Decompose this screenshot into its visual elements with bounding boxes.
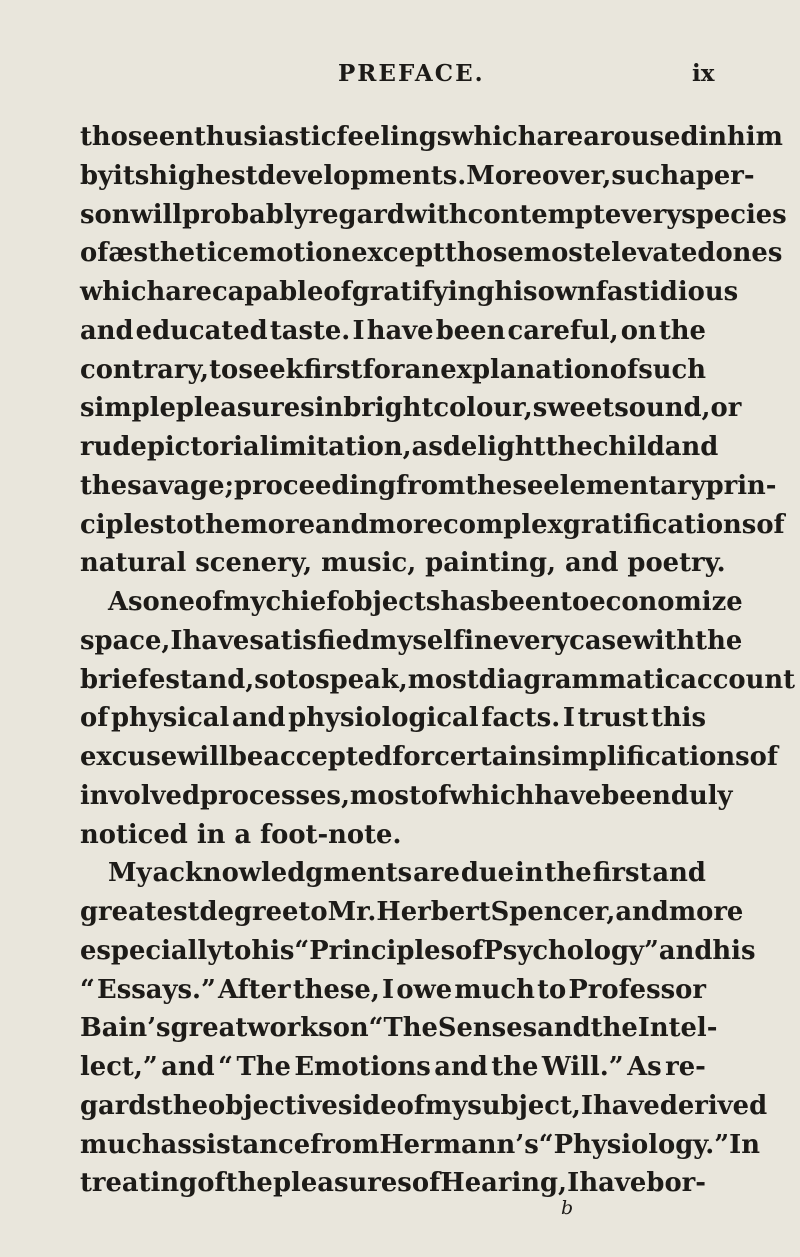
text-word: account (680, 664, 796, 695)
text-word: subject, (467, 1090, 581, 1121)
text-word: My (108, 858, 152, 889)
text-word: are (413, 858, 460, 889)
text-word: with (632, 625, 696, 656)
text-line (80, 118, 783, 157)
text-word: in (515, 858, 544, 889)
text-word: certain (434, 742, 538, 772)
text-word: the (160, 1090, 208, 1121)
text-word: Bain’s (80, 1013, 171, 1044)
text-word: physiological (288, 703, 479, 734)
text-line (80, 428, 719, 467)
text-word: of (749, 742, 778, 772)
text-line (80, 583, 743, 622)
text-line (80, 699, 706, 738)
text-word: for (392, 742, 435, 772)
text-word: much (80, 1129, 161, 1160)
text-word: due (460, 858, 515, 889)
text-word: most (349, 780, 421, 811)
text-word: of (420, 780, 450, 811)
text-word: son (80, 199, 131, 230)
text-word: “ (538, 1129, 554, 1160)
text-line (80, 157, 755, 196)
text-word: has (440, 587, 491, 617)
text-word: my (424, 1090, 468, 1121)
text-word: first (592, 858, 652, 889)
text-word: space, (80, 625, 171, 656)
text-word: have (182, 625, 250, 656)
text-word: delight (442, 432, 546, 462)
text-word: Will.” (541, 1052, 624, 1082)
text-word: from (396, 470, 466, 501)
text-word: the (80, 470, 128, 501)
text-word: As (627, 1052, 662, 1082)
text-word: in (314, 393, 344, 424)
text-word: Moreover, (466, 160, 612, 191)
text-line (80, 234, 783, 273)
text-word: of (756, 509, 785, 540)
text-word: so (254, 664, 287, 695)
text-word: those (80, 122, 159, 152)
text-word: briefest (80, 664, 192, 695)
text-word: which (449, 780, 535, 811)
text-word: his (251, 935, 295, 966)
text-word: have (534, 780, 602, 811)
text-word: such (638, 354, 706, 385)
text-word: ” (644, 935, 659, 966)
text-line (80, 467, 777, 506)
text-word: on (332, 1013, 369, 1044)
text-word: Essays.” (97, 974, 216, 1005)
text-line (80, 273, 739, 312)
text-word: in (464, 625, 493, 656)
text-word: per- (695, 160, 755, 191)
text-line (80, 544, 726, 583)
text-word: of (194, 587, 224, 617)
text-line (80, 1087, 768, 1126)
text-word: enthusiastic (158, 122, 337, 152)
text-word: Physiology.” (553, 1129, 730, 1160)
text-word: gratifying (351, 277, 495, 307)
text-word: of (411, 1168, 441, 1199)
text-word: involved (80, 780, 200, 811)
text-word: my (223, 587, 266, 617)
text-line (80, 893, 744, 932)
text-word: every (492, 625, 570, 656)
text-word: side (337, 1090, 397, 1121)
text-word: I (352, 315, 365, 346)
text-word: of (197, 1168, 226, 1199)
text-word: processes, (200, 780, 350, 811)
text-word: and (658, 935, 713, 966)
text-word: imitation, (269, 432, 412, 462)
text-word: savage (127, 470, 225, 501)
text-word: I (580, 1090, 593, 1121)
text-word: assistance (160, 1129, 311, 1160)
text-word: owe (396, 974, 453, 1005)
text-word: prin- (705, 470, 777, 501)
text-line (80, 738, 778, 777)
text-word: to (537, 974, 567, 1005)
running-head: PREFACE. (338, 60, 485, 87)
body-text (80, 118, 796, 1203)
text-word: him (727, 122, 783, 152)
text-line (80, 932, 756, 971)
text-line (80, 351, 706, 390)
text-word: colour, (433, 393, 533, 424)
text-word: contrary, (80, 354, 209, 385)
text-word: Psychology (483, 935, 645, 966)
text-word: most (407, 664, 479, 695)
text-word: have (592, 1090, 660, 1121)
text-word: Principles (309, 935, 456, 966)
text-word: have (579, 1168, 647, 1199)
text-word: In (729, 1129, 760, 1160)
text-word: excuse (80, 742, 178, 772)
text-word: “ (368, 1013, 384, 1044)
text-word: degree (199, 897, 299, 927)
text-word: and (231, 703, 286, 734)
text-word: ; (224, 470, 235, 501)
text-word: Mr. (327, 897, 377, 927)
text-line (80, 777, 733, 816)
text-word: the (193, 509, 241, 540)
text-word: Emotions (294, 1052, 431, 1082)
text-word: fastidious (595, 277, 739, 307)
text-word: Senses (437, 1013, 538, 1044)
text-word: gards (80, 1090, 161, 1121)
text-word: will (177, 742, 229, 772)
text-word: its (113, 160, 150, 191)
text-word: bright (343, 393, 434, 424)
text-word: contempt (467, 199, 605, 230)
text-word: lect,” (80, 1052, 158, 1082)
text-word: on (620, 315, 657, 346)
text-word: of (80, 703, 109, 734)
text-word: pleasures (272, 1168, 412, 1199)
text-word: from (310, 1129, 380, 1160)
text-word: ciples (80, 509, 165, 540)
text-word: proceeding (234, 470, 397, 501)
text-word: simple (80, 393, 176, 424)
text-word: Spencer, (490, 897, 616, 927)
text-word: accepted (263, 742, 393, 772)
text-word: with (404, 199, 468, 230)
text-word: I (562, 703, 575, 734)
text-word: works (247, 1013, 333, 1044)
text-word: highest (149, 160, 258, 191)
text-line (80, 312, 706, 351)
text-word: Intel- (637, 1013, 718, 1044)
text-line (80, 1126, 760, 1165)
text-word: have (366, 315, 434, 346)
text-word: trust (577, 703, 649, 734)
text-word: seek (238, 354, 304, 385)
text-word: of (455, 935, 484, 966)
text-word: satisfied (249, 625, 371, 656)
text-word: As (108, 587, 143, 617)
text-line (80, 622, 743, 661)
text-word: rude (80, 432, 147, 462)
text-word: own (537, 277, 596, 307)
text-word: facts. (481, 703, 561, 734)
text-word: his (712, 935, 756, 966)
text-word: Hearing, (440, 1168, 568, 1199)
text-word: gratifications (562, 509, 757, 540)
text-line (80, 1164, 706, 1203)
text-word: a (679, 160, 696, 191)
text-word: to (222, 935, 252, 966)
text-word: to (209, 354, 239, 385)
text-word: myself (370, 625, 465, 656)
text-word: emotion (232, 238, 352, 269)
text-word: aroused (583, 122, 699, 152)
text-word: simplifications (537, 742, 750, 772)
text-word: his (494, 277, 538, 307)
text-word: pleasures (175, 393, 315, 424)
text-word: objects (337, 587, 441, 617)
text-word: which (451, 122, 537, 152)
text-word: and (615, 897, 669, 927)
text-word: which (80, 277, 166, 307)
text-word: derived (659, 1090, 768, 1121)
text-word: in (698, 122, 728, 152)
text-line (80, 1048, 706, 1087)
text-word: and (664, 432, 719, 462)
text-word: diagrammatic (478, 664, 681, 695)
text-word: will (130, 199, 183, 230)
text-word: and (537, 1013, 591, 1044)
text-word: Herbert (376, 897, 491, 927)
text-word: the (658, 315, 706, 346)
text-word: objective (208, 1090, 338, 1121)
text-word: economize (589, 587, 743, 617)
text-word: speak, (315, 664, 408, 695)
text-word: child (592, 432, 665, 462)
text-line (80, 196, 787, 235)
text-word: “ (294, 935, 310, 966)
text-word: to (164, 509, 194, 540)
text-word: sweet (532, 393, 615, 424)
text-word: taste. (269, 315, 351, 346)
text-word: elevated (594, 238, 716, 269)
text-word: elementary (543, 470, 706, 501)
text-word: the (225, 1168, 273, 1199)
text-word: the (695, 625, 743, 656)
text-word: acknowledgments (152, 858, 413, 889)
text-word: re- (665, 1052, 706, 1082)
text-word: developments. (257, 160, 467, 191)
text-word: ones (715, 238, 783, 269)
text-word: one (142, 587, 195, 617)
text-word: the (544, 858, 592, 889)
text-word: Professor (568, 974, 706, 1005)
text-word: The (236, 1052, 291, 1082)
text-word: these, (292, 974, 380, 1005)
text-word: I (567, 1168, 580, 1199)
page-header (0, 60, 800, 100)
text-word: duly (670, 780, 733, 811)
text-word: first (303, 354, 363, 385)
text-word: and, (191, 664, 255, 695)
text-word: greatest (80, 897, 200, 927)
text-word: much (454, 974, 535, 1005)
text-word: The (383, 1013, 438, 1044)
text-word: to (286, 664, 316, 695)
text-word: “ (80, 974, 95, 1005)
text-word: by (80, 160, 114, 191)
text-word: great (170, 1013, 248, 1044)
text-word: or (710, 393, 742, 424)
text-word: sound, (614, 393, 711, 424)
text-word: the (491, 1052, 539, 1082)
text-word: been (601, 780, 671, 811)
text-word: feelings (336, 122, 452, 152)
text-word: and (80, 315, 134, 346)
text-word: I (382, 974, 395, 1005)
signature-mark: b (561, 1197, 574, 1219)
text-word: regard (308, 199, 405, 230)
text-word: treating (80, 1168, 198, 1199)
text-line (80, 661, 796, 700)
text-word: case (569, 625, 633, 656)
text-word: I (170, 625, 183, 656)
text-word: careful, (507, 315, 619, 346)
text-word: bor- (646, 1168, 706, 1199)
text-word: educated (135, 315, 268, 346)
text-word: physical (110, 703, 230, 734)
text-word: capable (211, 277, 324, 307)
text-word: such (611, 160, 680, 191)
text-word: pictorial (146, 432, 270, 462)
text-word: more (368, 509, 444, 540)
text-word: are (165, 277, 212, 307)
text-word: “ (218, 1052, 234, 1082)
text-word: æsthetic (108, 238, 233, 269)
text-word: of (396, 1090, 425, 1121)
text-word: for (362, 354, 405, 385)
text-word: been (435, 315, 506, 346)
text-word: be (228, 742, 264, 772)
text-word: to (560, 587, 590, 617)
text-line-content: natural scenery, music, painting, and poetry. (80, 548, 726, 579)
text-word: and (315, 509, 369, 540)
text-word: Hermann’s (379, 1129, 539, 1160)
page-number: ix (692, 60, 715, 87)
text-line (80, 971, 706, 1010)
text-word: the (545, 432, 593, 462)
text-word: the (590, 1013, 638, 1044)
text-word: those (444, 238, 524, 269)
text-word: complex (443, 509, 563, 540)
text-line (80, 816, 706, 855)
text-line (80, 1009, 718, 1048)
text-word: of (80, 238, 109, 269)
text-line (80, 506, 785, 545)
text-word: these (465, 470, 544, 501)
text-word: of (609, 354, 639, 385)
text-word: explanation (440, 354, 610, 385)
text-word: except (351, 238, 445, 269)
text-word: most (523, 238, 595, 269)
text-word: every (604, 199, 682, 230)
text-word: and (652, 858, 706, 889)
text-word: to (298, 897, 328, 927)
text-word: especially (80, 935, 223, 966)
text-word: chief (265, 587, 338, 617)
text-word: After (218, 974, 291, 1005)
text-word: this (650, 703, 706, 734)
text-line (80, 389, 742, 428)
text-word: more (668, 897, 744, 927)
text-line (80, 854, 706, 893)
text-word: and (434, 1052, 488, 1082)
text-word: are (536, 122, 584, 152)
text-word: of (323, 277, 352, 307)
text-word: and (161, 1052, 215, 1082)
text-word: more (240, 509, 316, 540)
text-word: probably (182, 199, 309, 230)
text-word: species (681, 199, 787, 230)
text-word: as (411, 432, 443, 462)
text-word: an (404, 354, 441, 385)
text-word: been (490, 587, 561, 617)
text-line-content: noticed in a foot-note. (80, 819, 402, 850)
